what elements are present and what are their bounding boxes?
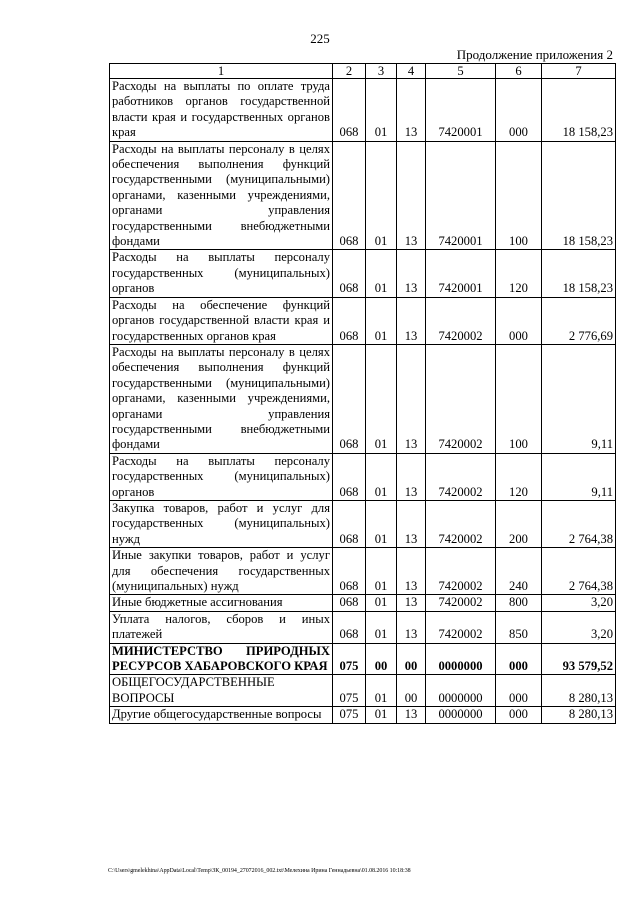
expense-type-code: 100: [496, 141, 542, 250]
header-col-4: 4: [397, 64, 426, 79]
expense-type-code: 000: [496, 643, 542, 675]
expense-type-code: 850: [496, 611, 542, 643]
section-code: 00: [366, 643, 397, 675]
row-description: Расходы на выплаты персоналу в целях обеспечения выполнения функций государственными (муниципальными) органами, казенными учреждениями, органами управления государственными внебюджетными фондами: [110, 344, 333, 453]
ministry-code: 068: [333, 250, 366, 297]
target-article-code: 7420001: [426, 141, 496, 250]
expense-type-code: 000: [496, 675, 542, 707]
target-article-code: 7420002: [426, 297, 496, 344]
table-row: [110, 79, 616, 142]
ministry-code: 068: [333, 595, 366, 611]
subsection-code: 13: [397, 500, 426, 547]
target-article-code: 7420001: [426, 79, 496, 142]
table-header-row: [110, 64, 616, 79]
amount: 2 764,38: [542, 548, 616, 595]
ministry-code: 075: [333, 675, 366, 707]
table-row: [110, 500, 616, 547]
subsection-code: 13: [397, 297, 426, 344]
target-article-code: 0000000: [426, 675, 496, 707]
header-col-2: 2: [333, 64, 366, 79]
target-article-code: 7420002: [426, 611, 496, 643]
table-row: [110, 675, 616, 707]
ministry-code: 068: [333, 79, 366, 142]
section-code: 01: [366, 344, 397, 453]
subsection-code: 13: [397, 344, 426, 453]
table-row: [110, 611, 616, 643]
ministry-code: 068: [333, 500, 366, 547]
header-col-7: 7: [542, 64, 616, 79]
target-article-code: 7420002: [426, 453, 496, 500]
expense-type-code: 000: [496, 297, 542, 344]
expense-type-code: 200: [496, 500, 542, 547]
amount: 3,20: [542, 611, 616, 643]
amount: 2 776,69: [542, 297, 616, 344]
section-code: 01: [366, 453, 397, 500]
row-description: Другие общегосударственные вопросы: [110, 707, 333, 723]
target-article-code: 7420002: [426, 548, 496, 595]
header-col-3: 3: [366, 64, 397, 79]
amount: 8 280,13: [542, 707, 616, 723]
ministry-code: 068: [333, 611, 366, 643]
continuation-label: Продолжение приложения 2: [456, 47, 613, 62]
table-row: [110, 297, 616, 344]
table-row: [110, 250, 616, 297]
section-code: 01: [366, 250, 397, 297]
ministry-code: 068: [333, 297, 366, 344]
table-row: [110, 707, 616, 723]
amount: 3,20: [542, 595, 616, 611]
row-description: МИНИСТЕРСТВО ПРИРОДНЫХ РЕСУРСОВ ХАБАРОВСКОГО КРАЯ: [110, 643, 333, 675]
row-description: Расходы на обеспечение функций органов государственной власти края и государственных органов края: [110, 297, 333, 344]
subsection-code: 00: [397, 675, 426, 707]
ministry-code: 068: [333, 548, 366, 595]
subsection-code: 13: [397, 79, 426, 142]
ministry-code: 075: [333, 707, 366, 723]
section-code: 01: [366, 611, 397, 643]
table-row: [110, 643, 616, 675]
subsection-code: 13: [397, 707, 426, 723]
ministry-code: 068: [333, 453, 366, 500]
table-row: [110, 344, 616, 453]
amount: 18 158,23: [542, 250, 616, 297]
header-col-6: 6: [496, 64, 542, 79]
section-code: 01: [366, 675, 397, 707]
amount: 2 764,38: [542, 500, 616, 547]
budget-table: [109, 63, 616, 724]
row-description: Расходы на выплаты по оплате труда работников органов государственной власти края и государственных органов края: [110, 79, 333, 142]
file-path-footer: C:\Users\gmelekhina\AppData\Local\Temp\ЗК_00194_27072016_002.txt\Мелехина Ирина Геннадьевна\01.08.2016 10:18:38: [108, 868, 411, 874]
ministry-code: 068: [333, 141, 366, 250]
amount: 8 280,13: [542, 675, 616, 707]
section-code: 01: [366, 500, 397, 547]
subsection-code: 13: [397, 141, 426, 250]
expense-type-code: 120: [496, 453, 542, 500]
page-number: 225: [310, 31, 330, 46]
subsection-code: 13: [397, 453, 426, 500]
row-description: Иные бюджетные ассигнования: [110, 595, 333, 611]
expense-type-code: 000: [496, 79, 542, 142]
row-description: Расходы на выплаты персоналу в целях обеспечения выполнения функций государственными (муниципальными) органами, казенными учреждениями, органами управления государственными внебюджетными фондами: [110, 141, 333, 250]
target-article-code: 0000000: [426, 707, 496, 723]
row-description: Иные закупки товаров, работ и услуг для обеспечения государственных (муниципальных) нужд: [110, 548, 333, 595]
subsection-code: 13: [397, 250, 426, 297]
ministry-code: 068: [333, 344, 366, 453]
table-row: [110, 595, 616, 611]
target-article-code: 7420001: [426, 250, 496, 297]
row-description: Уплата налогов, сборов и иных платежей: [110, 611, 333, 643]
table-row: [110, 453, 616, 500]
section-code: 01: [366, 707, 397, 723]
target-article-code: 7420002: [426, 595, 496, 611]
amount: 18 158,23: [542, 79, 616, 142]
target-article-code: 0000000: [426, 643, 496, 675]
section-code: 01: [366, 595, 397, 611]
expense-type-code: 100: [496, 344, 542, 453]
row-description: Закупка товаров, работ и услуг для государственных (муниципальных) нужд: [110, 500, 333, 547]
header-col-1: 1: [110, 64, 333, 79]
section-code: 01: [366, 548, 397, 595]
subsection-code: 13: [397, 595, 426, 611]
row-description: ОБЩЕГОСУДАРСТВЕННЫЕ ВОПРОСЫ: [110, 675, 333, 707]
header-col-5: 5: [426, 64, 496, 79]
section-code: 01: [366, 79, 397, 142]
table-row: [110, 141, 616, 250]
row-description: Расходы на выплаты персоналу государственных (муниципальных) органов: [110, 250, 333, 297]
expense-type-code: 120: [496, 250, 542, 297]
subsection-code: 13: [397, 548, 426, 595]
row-description: Расходы на выплаты персоналу государственных (муниципальных) органов: [110, 453, 333, 500]
expense-type-code: 000: [496, 707, 542, 723]
ministry-code: 075: [333, 643, 366, 675]
amount: 93 579,52: [542, 643, 616, 675]
section-code: 01: [366, 141, 397, 250]
section-code: 01: [366, 297, 397, 344]
target-article-code: 7420002: [426, 500, 496, 547]
table-row: [110, 548, 616, 595]
subsection-code: 13: [397, 611, 426, 643]
amount: 18 158,23: [542, 141, 616, 250]
target-article-code: 7420002: [426, 344, 496, 453]
expense-type-code: 800: [496, 595, 542, 611]
amount: 9,11: [542, 344, 616, 453]
amount: 9,11: [542, 453, 616, 500]
expense-type-code: 240: [496, 548, 542, 595]
subsection-code: 00: [397, 643, 426, 675]
